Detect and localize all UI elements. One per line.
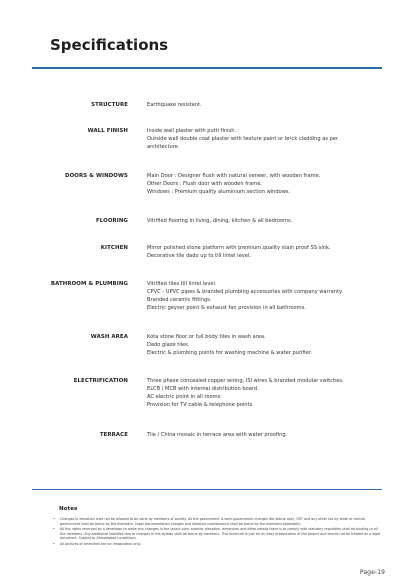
spec-line: Dado glaze tiles.: [147, 341, 190, 348]
spec-label: DOORS & WINDOWS: [65, 173, 128, 179]
spec-label: BATHROOM & PLUMBING: [50, 281, 128, 287]
spec-value: [147, 334, 383, 358]
spec-value: [147, 173, 383, 197]
spec-line: Three phase concealed copper wiring, ISI wires & branded modular switches.: [147, 378, 344, 384]
spec-label: TERRACE: [99, 432, 128, 438]
notes-title: Notes: [59, 506, 78, 512]
spec-line: Branded ceramic fittings.: [147, 296, 212, 303]
spec-line: ELCB / MCB with internal distribution board.: [147, 385, 259, 392]
spec-line: Mirror polished stone platform with premium quality stain proof SS sink.: [147, 245, 331, 251]
spec-line: Kota stone floor or full body tiles in wash area.: [147, 334, 266, 340]
spec-line: Electric geyser point & exhaust fan provision in all bathrooms.: [147, 304, 306, 311]
spec-line: Vitrified flooring in living, dining, kitchen & all bedrooms.: [147, 218, 293, 224]
spec-value: [147, 218, 383, 226]
spec-line: CPVC - UPVC pipes & branded plumbing accessories with company warranty.: [147, 288, 343, 295]
spec-line: architecture.: [147, 143, 180, 150]
spec-line: Windows : Premium quality aluminium section windows.: [147, 188, 291, 195]
spec-label: STRUCTURE: [91, 102, 128, 108]
note-item: • All the rights reserved by a developer to make any changes in the layout plan, exterior elevation, dimension and other details there is to comply with statutory regulation shall be binding to all the members. Any additional liabilities due to changes in the bylaws shall be borne by members. This brochure is just for an easy presentation of the project and should not be treated as a legal document. Subject to Ahmedabad jurisdiction.: [53, 527, 383, 541]
spec-line: Electric & plumbing points for washing machine & water purifier.: [147, 349, 312, 356]
page-title: Specifications: [50, 36, 169, 54]
notes-list: [53, 517, 383, 547]
spec-value: [147, 102, 383, 110]
page-number: Page-19: [359, 569, 385, 576]
spec-value: [147, 432, 383, 440]
spec-label: KITCHEN: [100, 245, 128, 251]
spec-label: ELECTRIFICATION: [73, 378, 128, 384]
title-divider: [32, 67, 382, 69]
spec-value: [147, 128, 383, 152]
spec-label: FLOORING: [96, 218, 128, 224]
spec-value: [147, 378, 383, 410]
note-item: • Changes in elevation shall not be allowed to be done by members of society. All the government & semi-government charges like stamp duty, GST and any other tax by state or central government shall be borne by the members. Legal documentation charges and Advance maintenance shall be borne by the members separately.: [53, 517, 383, 526]
spec-label: WASH AREA: [90, 334, 128, 340]
spec-line: Earthquake resistant.: [147, 102, 202, 108]
spec-line: Inside wall plaster with putti finish.: [147, 128, 237, 134]
spec-line: Outside wall double coat plaster with texture paint or brick cladding as per: [147, 135, 339, 142]
spec-value: [147, 281, 383, 313]
spec-line: Vitrified tiles till lintel level.: [147, 281, 217, 287]
spec-line: AC electric point in all rooms.: [147, 393, 222, 400]
spec-line: Decorative tile dado up to till lintel level.: [147, 252, 251, 259]
spec-line: Main Door : Designer flush with natural veneer, with wooden frame.: [147, 173, 321, 179]
spec-line: Tile / China mosaic in terrace area with water proofing.: [147, 432, 288, 438]
note-item: • All pictures of amenities are for imagination only.: [53, 542, 383, 547]
spec-line: Other Doors : Flush door with wooden frame.: [147, 180, 262, 187]
spec-label: WALL FINISH: [87, 128, 128, 134]
notes-divider: [32, 489, 382, 490]
spec-line: Provision for TV cable & telephone points.: [147, 401, 254, 408]
spec-value: [147, 245, 383, 261]
